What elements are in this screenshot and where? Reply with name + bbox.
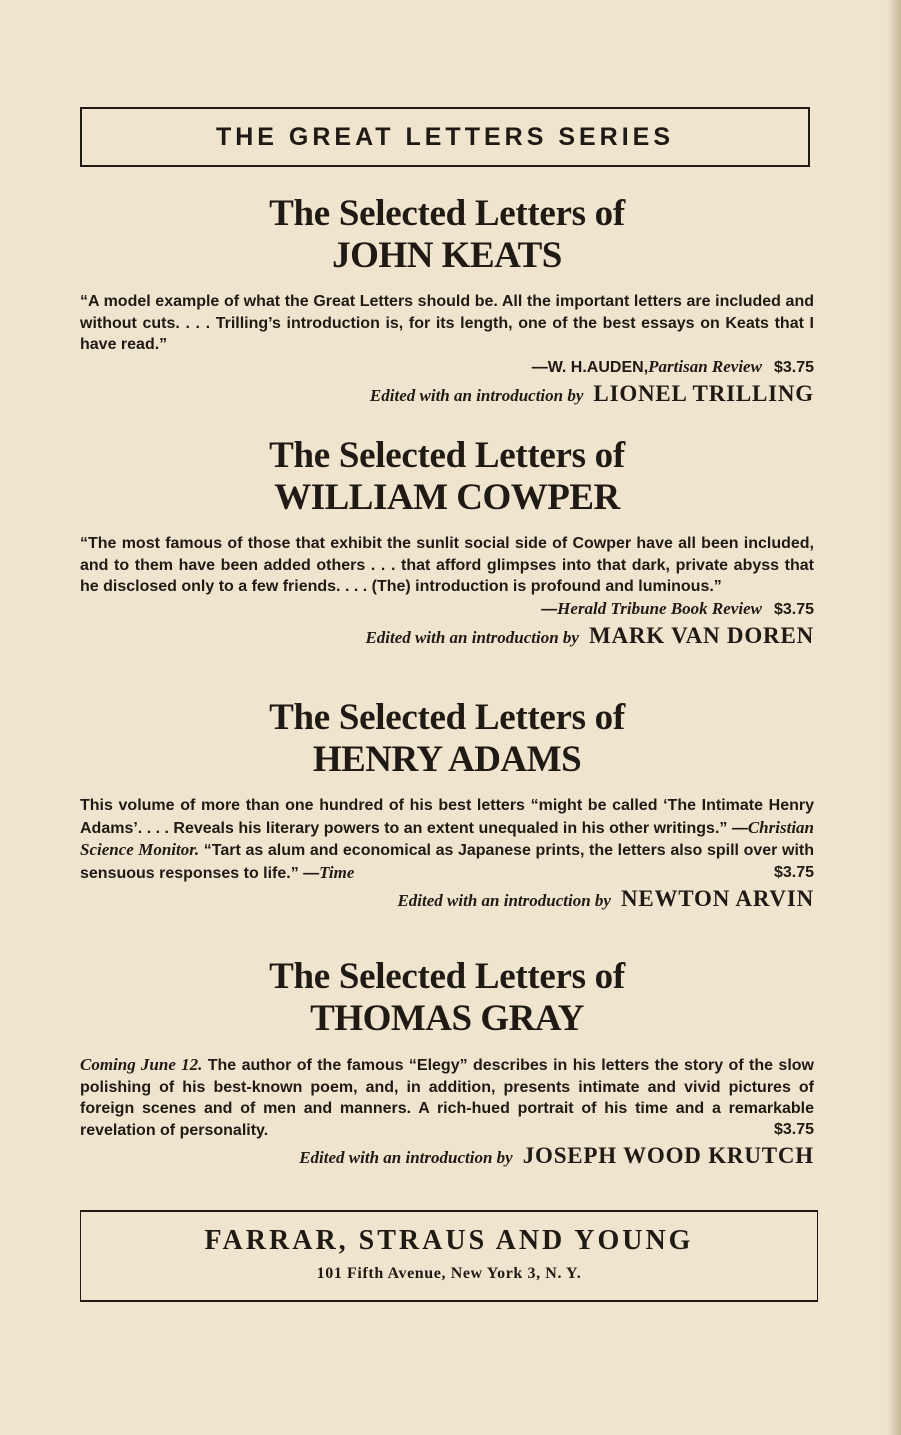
book-keats	[80, 193, 814, 407]
attribution-publication: Partisan Review	[648, 356, 762, 376]
book-heading: The Selected Letters of	[269, 435, 625, 476]
book-cowper	[80, 435, 814, 649]
editor-label: Edited with an introduction by	[369, 385, 584, 405]
editor-name: JOSEPH WOOD KRUTCH	[522, 1143, 814, 1168]
review-attribution	[80, 598, 814, 621]
book-heading: The Selected Letters of	[269, 697, 625, 738]
blurb-source: Time	[319, 862, 355, 882]
book-price: $3.75	[773, 358, 814, 376]
editor-line	[80, 381, 814, 407]
attribution-prefix: —	[541, 600, 558, 618]
editor-name: NEWTON ARVIN	[620, 886, 814, 911]
editor-label: Edited with an introduction by	[397, 891, 611, 910]
book-blurb: “The most famous of those that exhibit the sunlit social side of Cowper have all been included, and to them have been added others . . . that afford glimpses into that dark, private abyss that he disclosed only to a few friends. . . . (The) introduction is profound and luminous.”	[80, 535, 814, 595]
book-price: $3.75	[773, 864, 814, 881]
editor-line	[80, 886, 814, 912]
publisher-address: 101 Fifth Avenue, New York 3, N. Y.	[316, 1265, 582, 1282]
book-author: HENRY ADAMS	[312, 739, 582, 780]
attribution-prefix: —W. H.	[531, 358, 587, 376]
publisher-box	[80, 1210, 818, 1302]
book-author: JOHN KEATS	[332, 235, 562, 276]
attribution-sep: ,	[643, 358, 649, 376]
editor-label: Edited with an introduction by	[299, 1148, 513, 1167]
publisher-name: FARRAR, STRAUS AND YOUNG	[204, 1225, 694, 1256]
book-price: $3.75	[773, 1121, 814, 1138]
editor-line	[80, 1143, 814, 1169]
blurb-source: Christian Science Monitor.	[80, 817, 814, 859]
editor-name: MARK VAN DOREN	[588, 622, 814, 648]
editor-label: Edited with an introduction by	[365, 627, 579, 647]
book-blurb: “A model example of what the Great Letters should be. All the important letters are included and without cuts. . . . Trilling’s introduction is, for its length, one of the best essays on Keats that I have read.”	[80, 293, 814, 353]
blurb-lead: Coming June 12.	[80, 1055, 203, 1074]
series-title: THE GREAT LETTERS SERIES	[215, 122, 675, 151]
review-attribution	[80, 356, 814, 379]
attribution-name: AUDEN	[586, 358, 644, 376]
book-gray	[80, 956, 814, 1169]
book-adams	[80, 697, 814, 912]
blurb-text: “Tart as alum and economical as Japanese prints, the letters also spill over with sensuous responses to life.” —	[80, 842, 814, 882]
series-header-box	[80, 107, 810, 167]
editor-line	[80, 623, 814, 649]
blurb-text: The author of the famous “Elegy” describes in his letters the story of the slow polishing of his best-known poem, and, in addition, presents intimate and vivid pictures of foreign scenes and of men and manners. A rich-hued portrait of his time and a remarkable revelation of personality.	[80, 1057, 814, 1139]
book-heading: The Selected Letters of	[269, 193, 625, 234]
editor-name: LIONEL TRILLING	[593, 380, 814, 406]
book-heading: The Selected Letters of	[269, 956, 625, 997]
book-price: $3.75	[773, 600, 814, 618]
book-author: THOMAS GRAY	[310, 998, 584, 1039]
blurb-text: This volume of more than one hundred of his best letters “might be called ‘The Intimate Henry Adams’. . . . Reveals his literary powers to an extent unequaled in his other writings.” —	[80, 797, 814, 837]
book-author: WILLIAM COWPER	[274, 477, 620, 518]
attribution-publication: Herald Tribune Book Review	[557, 598, 762, 618]
page-edge-shadow	[887, 0, 901, 1435]
